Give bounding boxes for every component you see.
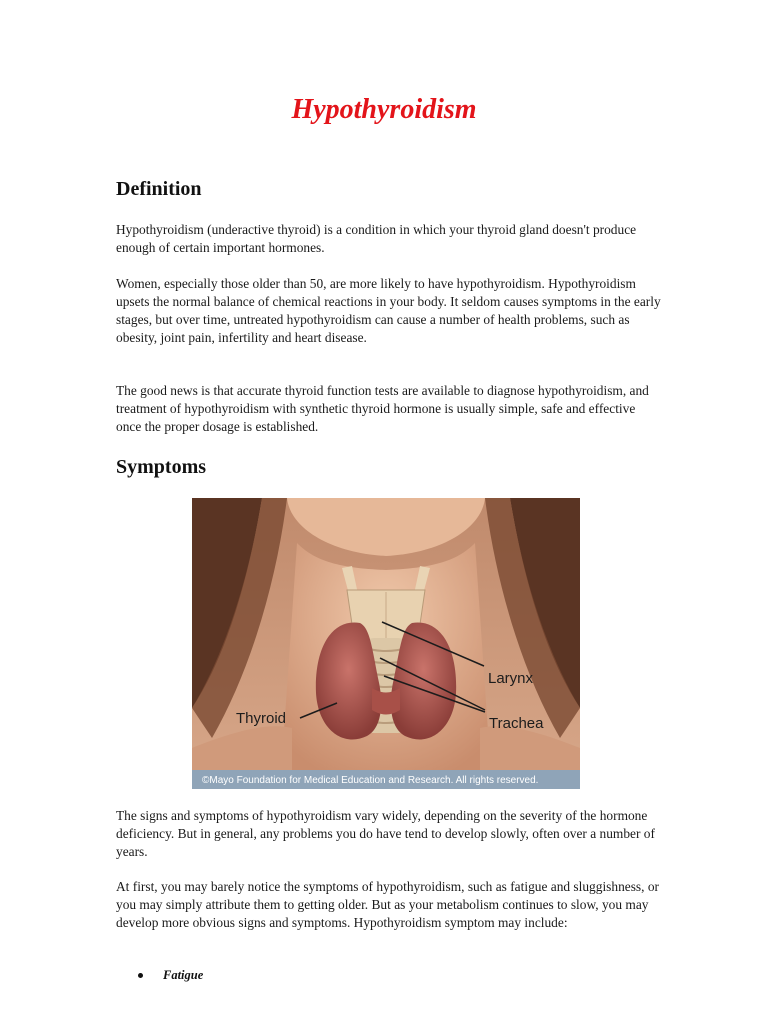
definition-paragraph-1: Hypothyroidism (underactive thyroid) is a condition in which your thyroid gland doesn't produce enough of certain important hormones. [116,222,637,255]
thyroid-label: Thyroid [236,710,287,727]
definition-paragraph-2: Women, especially those older than 50, are more likely to have hypothyroidism. Hypothyroidism upsets the normal balance of chemical reactions in your body. It seldom causes symptoms in the early stages, but over time, untreated hypothyroidism can cause a number of health problems, such as obesity, joint pain, infertility and heart disease. [116,276,661,345]
thyroid-anatomy-illustration [192,498,580,789]
bullet-icon [138,973,143,978]
figure-copyright: ©Mayo Foundation for Medical Education and Research. All rights reserved. [202,775,539,786]
symptom-list [116,966,203,984]
trachea-label: Trachea [489,715,544,732]
definition-paragraph-3: The good news is that accurate thyroid function tests are available to diagnose hypothyroidism, and treatment of hypothyroidism with synthetic thyroid hormone is usually simple, safe and effective once the proper dosage is established. [116,383,649,434]
symptoms-heading: Symptoms [116,456,207,478]
symptom-fatigue: Fatigue [163,968,204,982]
definition-heading: Definition [116,178,202,200]
symptoms-paragraph-2: At first, you may barely notice the symptoms of hypothyroidism, such as fatigue and sluggishness, or you may simply attribute them to getting older. But as your metabolism continues to slow, you may develop more obvious signs and symptoms. Hypothyroidism symptom may include: [116,879,659,930]
larynx-label: Larynx [488,670,534,687]
list-item [116,966,203,984]
thyroid-anatomy-figure [192,498,580,789]
symptoms-paragraph-1: The signs and symptoms of hypothyroidism vary widely, depending on the severity of the hormone deficiency. But in general, any problems you do have tend to develop slowly, often over a number of years. [116,808,655,859]
document-title: Hypothyroidism [291,94,477,125]
